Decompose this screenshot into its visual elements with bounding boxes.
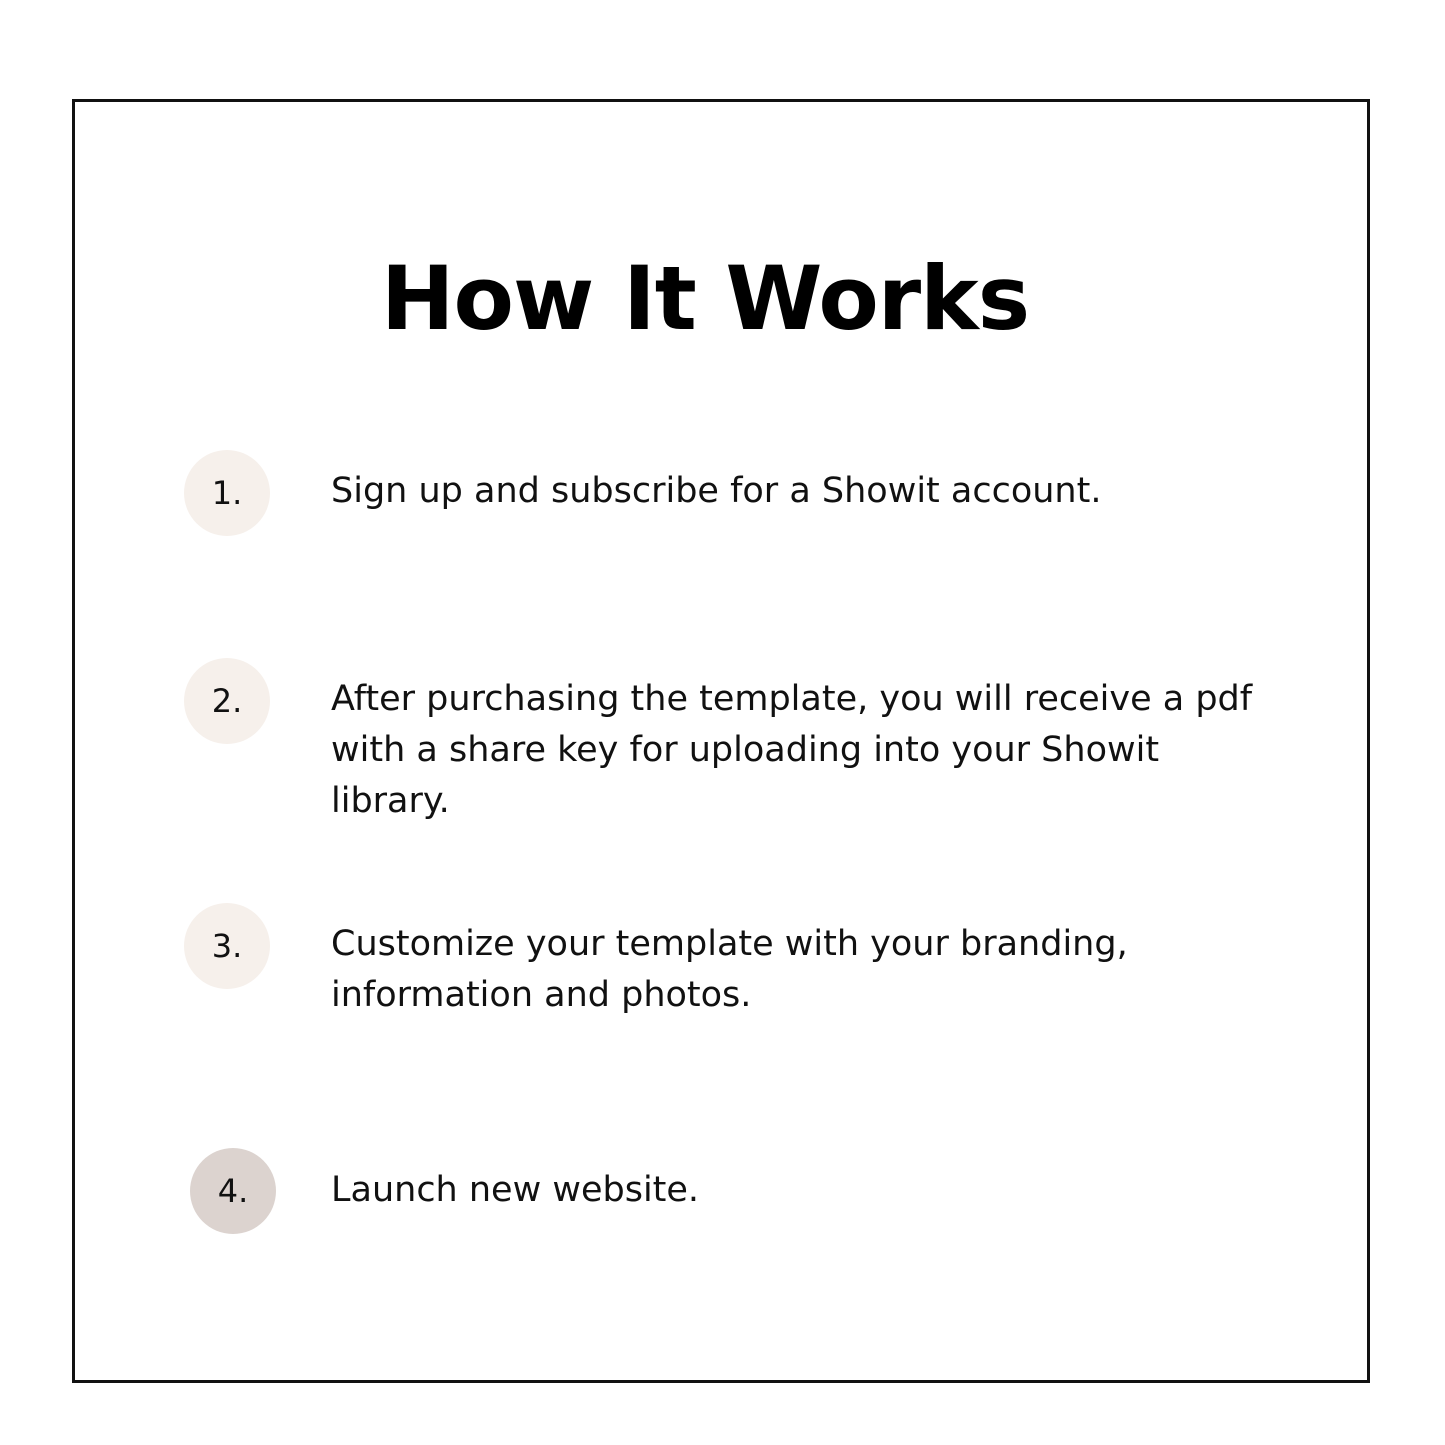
step-text: Launch new website.: [331, 1170, 700, 1210]
step-number-badge: 2.: [184, 658, 270, 744]
step-text: After purchasing the template, you will receive a pdf with a share key for uploading into your Showit library.: [331, 679, 1253, 821]
step-number-badge: 4.: [190, 1148, 276, 1234]
step-number-badge: 3.: [184, 903, 270, 989]
step-text: Sign up and subscribe for a Showit account.: [331, 471, 1102, 511]
page-title: How It Works: [380, 246, 1030, 350]
step-text: Customize your template with your branding, information and photos.: [331, 924, 1128, 1015]
step-number-badge: 1.: [184, 450, 270, 536]
